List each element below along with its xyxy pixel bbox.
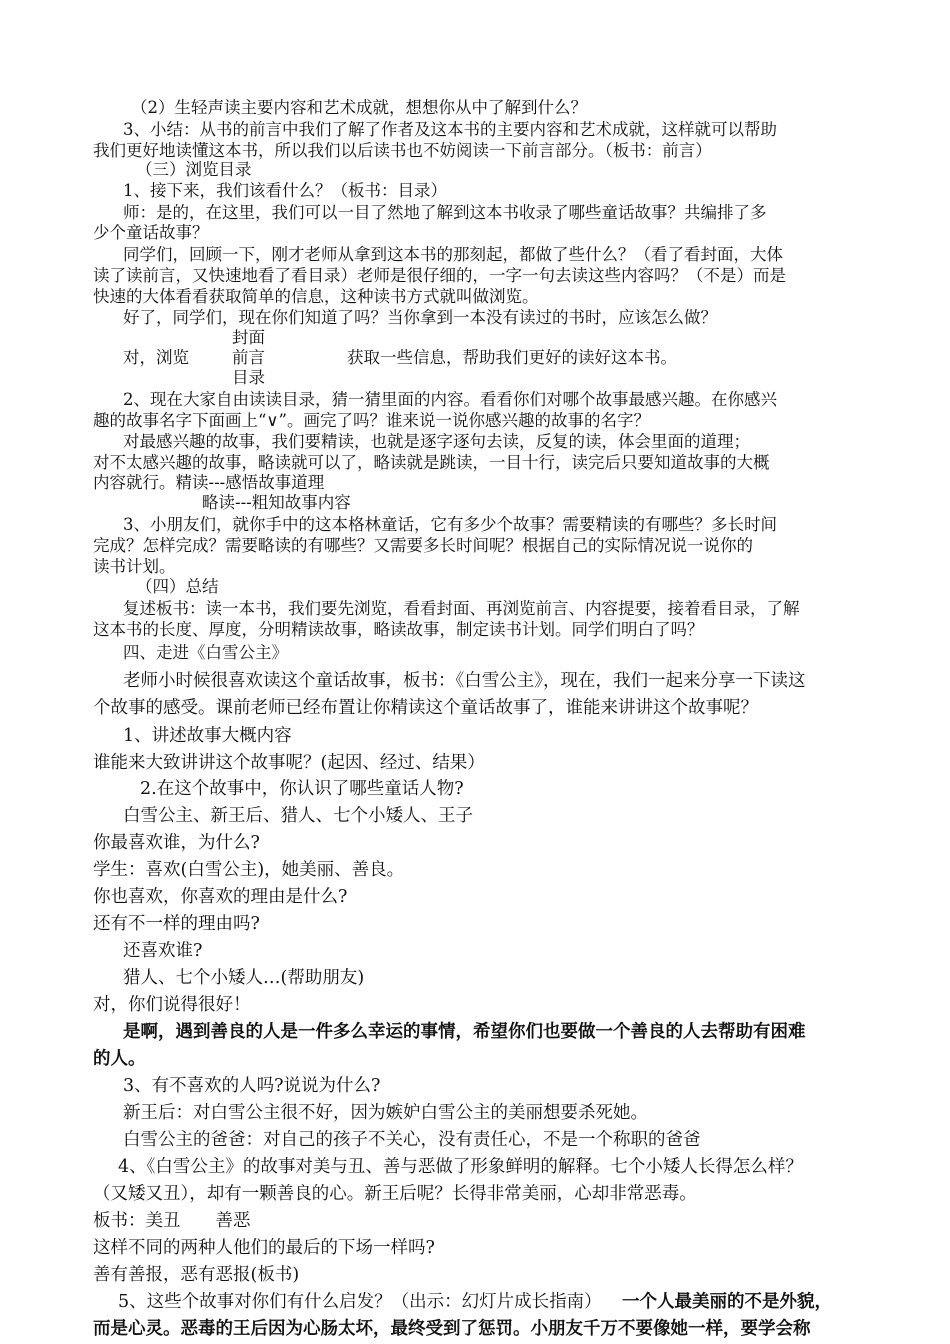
text-line: 1、讲述故事大概内容 (123, 726, 292, 746)
text-line: 读书计划。 (93, 557, 176, 576)
text-line: 板书：美丑 善恶 (93, 1211, 251, 1231)
text-line: 5、这些个故事对你们有什么启发？（出示：幻灯片成长指南） (118, 1292, 602, 1312)
text-line: 还喜欢谁? (123, 941, 203, 961)
text-line: 新王后：对白雪公主很不好，因为嫉妒白雪公主的美丽想要杀死她。 (123, 1103, 648, 1123)
text-line: 猎人、七个小矮人…(帮助朋友) (123, 968, 365, 988)
emphasis-line: 而是心灵。恶毒的王后因为心肠太坏，最终受到了惩罚。小朋友千万不要像她一样，要学会称 (93, 1319, 811, 1339)
text-line: 快速的大体看看获取简单的信息，这种读书方式就叫做浏览。 (93, 287, 539, 306)
text-line: 你也喜欢，你喜欢的理由是什么? (93, 887, 348, 907)
text-line: 我们更好地读懂这本书，所以我们以后读书也不妨阅读一下前言部分。（板书：前言） (93, 141, 712, 160)
text-line: 4、《白雪公主》的故事对美与丑、善与恶做了形象鲜明的解释。七个小矮人长得怎么样？ (118, 1157, 803, 1177)
text-line: 白雪公主的爸爸：对自己的孩子不关心，没有责任心，不是一个称职的爸爸 (123, 1130, 701, 1150)
text-line: 这本书的长度、厚度，分明精读故事，略读故事，制定读书计划。同学们明白了吗？ (93, 620, 704, 639)
diagram-item: 目录 (232, 368, 265, 387)
text-line: 3、有不喜欢的人吗?说说为什么? (123, 1076, 381, 1096)
text-line: 2.在这个故事中，你认识了哪些童话人物? (140, 779, 464, 799)
section-heading: 四、走进《白雪公主》 (123, 643, 288, 662)
text-line: 白雪公主、新王后、猎人、七个小矮人、王子 (123, 806, 473, 826)
text-line: 复述板书：读一本书，我们要先浏览，看看封面、再浏览前言、内容提要，接着看目录，了解 (123, 599, 800, 618)
text-line: 3、小结：从书的前言中我们了解了作者及这本书的主要内容和艺术成就，这样就可以帮助 (123, 120, 777, 139)
text-line: 1、接下来，我们该看什么？（板书：目录） (123, 181, 447, 200)
text-line: 对，你们说得很好！ (93, 995, 251, 1015)
text-line: 你最喜欢谁，为什么? (93, 833, 260, 853)
text-line: 内容就行。精读---感悟故事道理 (93, 473, 325, 492)
section-heading: （四）总结 (136, 577, 219, 596)
text-line: 个故事的感受。课前老师已经布置让你精读这个童话故事了，谁能来讲讲这个故事呢？ (93, 698, 758, 718)
diagram-item: 对，浏览 (123, 348, 189, 367)
text-line: 读了读前言，又快速地看了看目录）老师是很仔细的，一字一句去读这些内容吗？（不是）而是 (93, 266, 786, 285)
text-line: 完成？怎样完成？需要略读的有哪些？又需要多长时间呢？根据自己的实际情况说一说你的 (93, 536, 753, 555)
text-line: 同学们，回顾一下，刚才老师从拿到这本书的那刻起，都做了些什么？（看了看封面，大体 (123, 245, 783, 264)
text-line: （2）生轻声读主要内容和艺术成就，想想你从中了解到什么？ (131, 98, 587, 117)
text-line: （又矮又丑），却有一颗善良的心。新王后呢？长得非常美丽，心却非常恶毒。 (93, 1184, 697, 1204)
text-line: 老师小时候很喜欢读这个童话故事，板书：《白雪公主》，现在，我们一起来分享一下读这 (123, 671, 806, 691)
text-line: 这样不同的两种人他们的最后的下场一样吗? (93, 1238, 435, 1258)
emphasis-line: 的人。 (93, 1049, 146, 1069)
text-line: 学生：喜欢(白雪公主)，她美丽、善良。 (93, 860, 405, 880)
text-line: 还有不一样的理由吗? (93, 914, 260, 934)
text-line: 对最感兴趣的故事，我们要精读，也就是逐字逐句去读，反复的读，体会里面的道理； (123, 432, 750, 451)
text-line: 善有善报，恶有恶报(板书) (93, 1265, 300, 1285)
emphasis-line: 一个人最美丽的不是外貌， (622, 1292, 832, 1312)
section-heading: （三）浏览目录 (136, 160, 252, 179)
text-line: 好了，同学们，现在你们知道了吗？当你拿到一本没有读过的书时，应该怎么做？ (123, 308, 717, 327)
text-line: 少个童话故事？ (93, 223, 209, 242)
text-line: 师：是的，在这里，我们可以一目了然地了解到这本书收录了哪些童话故事？共编排了多 (123, 203, 767, 222)
text-line: 2、现在大家自由读读目录，猜一猜里面的内容。看看你们对哪个故事最感兴趣。在你感兴 (123, 390, 777, 409)
text-line: 3、小朋友们，就你手中的这本格林童话，它有多少个故事？需要精读的有哪些？多长时间 (123, 515, 777, 534)
diagram-item: 获取一些信息，帮助我们更好的读好这本书。 (347, 348, 677, 367)
diagram-item: 封面 (232, 328, 265, 347)
text-line: 趣的故事名字下面画上“∨”。画完了吗？谁来说一说你感兴趣的故事的名字？ (93, 411, 650, 430)
diagram-item: 前言 (232, 348, 265, 367)
emphasis-line: 是啊，遇到善良的人是一件多么幸运的事情，希望你们也要做一个善良的人去帮助有困难 (123, 1022, 806, 1042)
text-line: 谁能来大致讲讲这个故事呢？(起因、经过、结果） (93, 753, 485, 773)
text-line: 对不太感兴趣的故事，略读就可以了，略读就是跳读，一目十行，读完后只要知道故事的大概 (93, 453, 770, 472)
text-line: 略读---粗知故事内容 (202, 493, 351, 512)
